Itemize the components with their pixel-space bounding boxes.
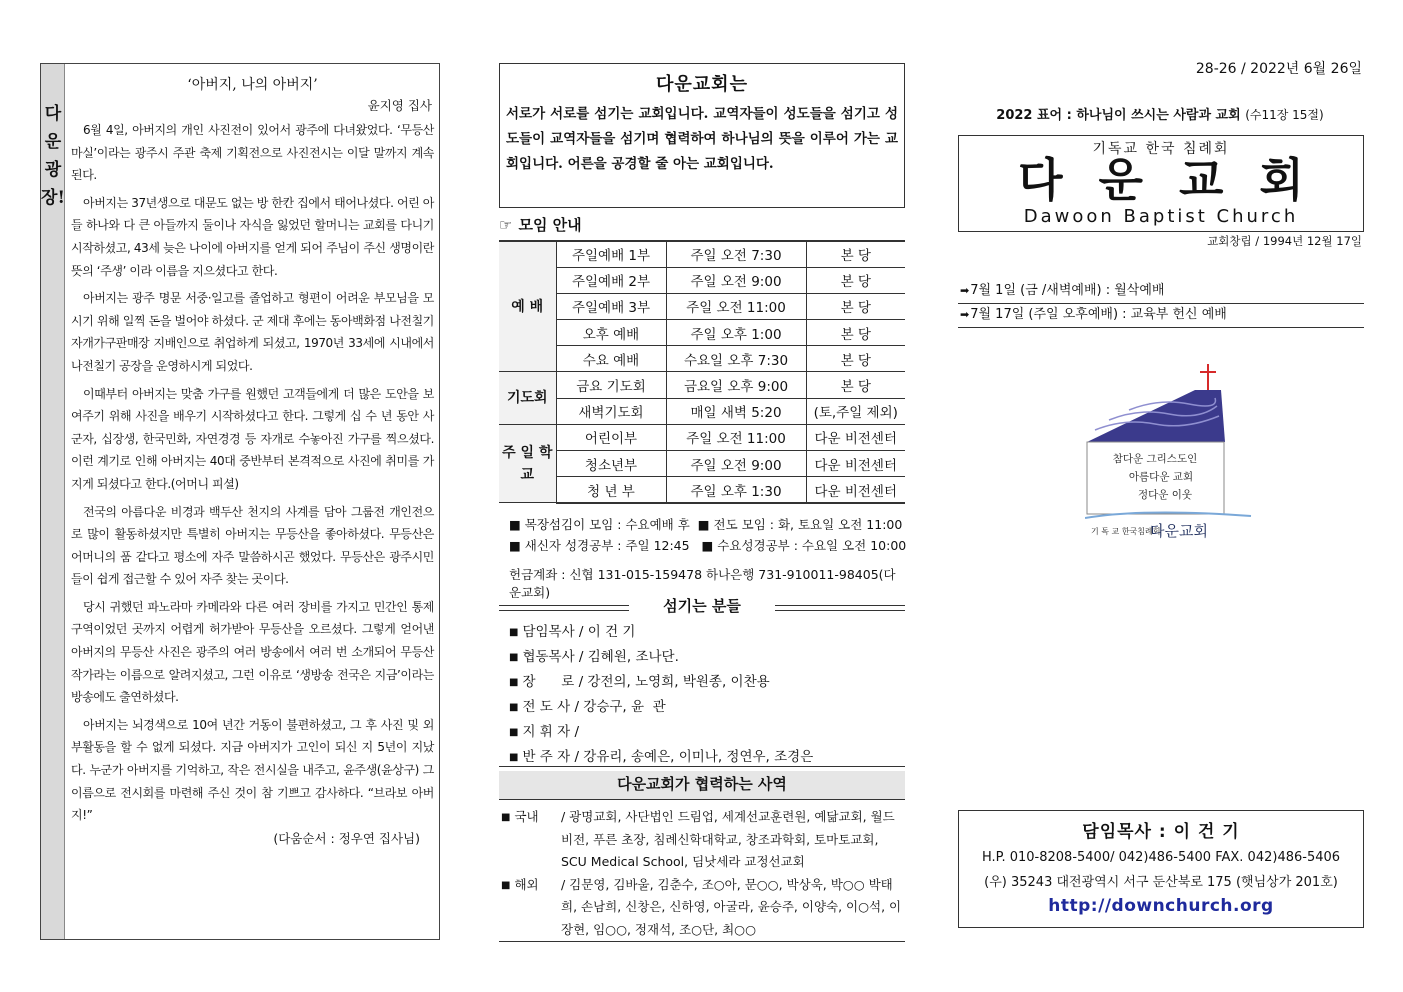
- essay-body: [71, 119, 434, 827]
- event-item: [958, 280, 1364, 304]
- cooperation-domestic: [501, 806, 905, 874]
- meeting-place: 본 당: [806, 267, 905, 293]
- side-title-bar: [41, 64, 65, 939]
- overseas-label: 해외: [514, 876, 539, 892]
- motto: [958, 104, 1362, 123]
- side-title: 다운광장!: [41, 104, 65, 208]
- schedule-row: [499, 451, 905, 477]
- server-item: [509, 720, 905, 745]
- meeting-name: 어린이부: [556, 424, 666, 450]
- website-link[interactable]: http://downchurch.org: [1048, 896, 1274, 916]
- issue-date: 28-26 / 2022년 6월 26일: [1195, 61, 1362, 77]
- meeting-place: (토,주일 제외): [806, 398, 905, 424]
- schedule-row: [499, 424, 905, 450]
- logo-line-1: 참다운 그리스도인: [1112, 453, 1198, 465]
- schedule-row: [499, 477, 905, 503]
- meeting-place: 다운 비전센터: [806, 451, 905, 477]
- meeting-name: 주일예배 3부: [556, 293, 666, 319]
- square-bullet-icon: ■: [509, 727, 519, 738]
- cooperation-title: 다운교회가 협력하는 사역: [499, 771, 905, 800]
- essay-paragraph: 아버지는 37년생으로 대문도 없는 방 한칸 집에서 태어나셨다. 어린 아들 하나와 다 큰 아들까지 둘이나 자식을 잃었던 할머니는 교회를 다니기 시작하셨고, 43세 늦은 나이에 아버지를 얻게 되어 주님이 주신 생명이란 뜻의 ‘주생’ 이라 이름을 지으셨다고 한다.: [71, 195, 434, 278]
- essay-title: ‘아버지, 나의 아버지’: [187, 77, 318, 93]
- domestic-list: / 광명교회, 사단법인 드림업, 세계선교훈련원, 예닮교회, 월드비전, 푸른 초장, 침례신학대학교, 창조과학회, 토마토교회, SCU Medical School, 딤낫세라 교정선교회: [561, 809, 895, 869]
- meeting-time: 주일 오후 1:00: [666, 320, 806, 346]
- server-text: 반 주 자 / 강유리, 송예은, 이미나, 정연우, 조경은: [522, 749, 814, 765]
- essay: [71, 64, 434, 847]
- meeting-time: 주일 오전 9:00: [666, 267, 806, 293]
- server-item: [509, 645, 905, 670]
- meeting-heading-label: 모임 안내: [518, 216, 582, 234]
- server-text: 지 휘 자 /: [522, 724, 579, 740]
- server-text: 장 로 / 강전의, 노영희, 박원종, 이찬용: [522, 674, 770, 690]
- schedule-group-label: 예 배: [499, 241, 556, 372]
- essay-signoff: (다움순서 : 정우연 집사님): [273, 830, 420, 846]
- church-english-name: Dawoon Baptist Church: [1023, 206, 1299, 227]
- server-item: [509, 695, 905, 720]
- notice-item: ■ 목장섬김이 모임 : 수요예배 후 ■ 전도 모임 : 화, 토요일 오전 11:00: [509, 517, 903, 532]
- square-bullet-icon: ■: [509, 627, 519, 638]
- mission-box: [499, 63, 905, 208]
- meeting-time: 주일 오전 7:30: [666, 241, 806, 267]
- overseas-list: / 김문영, 김바울, 김춘수, 조○아, 문○○, 박상욱, 박○○ 박태희, 손남희, 신창은, 신하영, 아굴라, 윤승주, 이양숙, 이○석, 이장현, 임○○, 정재석, 조○단, 최○○: [561, 876, 902, 937]
- meeting-place: 다운 비전센터: [806, 424, 905, 450]
- server-text: 전 도 사 / 강승구, 윤 관: [522, 699, 666, 715]
- event-item: [958, 304, 1364, 328]
- event-text: 7월 17일 (주일 오후예배) : 교육부 헌신 예배: [970, 307, 1227, 322]
- essay-author: 윤지영 집사: [367, 98, 432, 113]
- meeting-time: 주일 오후 1:30: [666, 477, 806, 503]
- server-item: [509, 670, 905, 695]
- schedule-row: [499, 346, 905, 372]
- schedule-group-label: 기도회: [499, 372, 556, 424]
- arrow-right-icon: ➡: [960, 284, 970, 297]
- meeting-place: 본 당: [806, 320, 905, 346]
- meeting-name: 금요 기도회: [556, 372, 666, 398]
- domestic-label: 국내: [514, 809, 539, 824]
- servers-title: 섬기는 분들: [499, 595, 905, 616]
- meeting-schedule-table: [499, 240, 905, 504]
- contact-box: [958, 810, 1364, 928]
- essay-paragraph: 당시 귀했던 파노라마 카메라와 다른 여러 장비를 가지고 민간인 통제구역이었던 곳까지 어렵게 허가받아 무등산을 오르셨다. 그렇게 얻어낸 아버지의 무등산 사진은 광주의 여러 방송에서 여러 번 소개되어 무등산 작가라는 이름으로 알려지셨고, 그런 이유로 ‘생방송 전국은 지금’이라는 방송에도 출연하셨다.: [71, 599, 434, 705]
- server-item: [509, 620, 905, 645]
- square-bullet-icon: ■: [509, 652, 519, 663]
- meeting-place: 본 당: [806, 293, 905, 319]
- square-bullet-icon: ■: [509, 702, 519, 713]
- essay-paragraph: 6월 4일, 아버지의 개인 사진전이 있어서 광주에 다녀왔었다. ‘무등산 마실’이라는 광주시 주관 축제 기획전으로 사진전시는 이달 말까지 계속된다.: [71, 123, 434, 183]
- divider: [499, 941, 905, 942]
- church-name-box: [958, 135, 1364, 232]
- schedule-row: [499, 241, 905, 267]
- cooperation-list: [501, 806, 905, 941]
- notice-list: [509, 514, 905, 556]
- essay-panel: [40, 63, 440, 940]
- square-bullet-icon: ■: [501, 879, 511, 891]
- church-name: 다운교회: [1018, 153, 1340, 207]
- square-bullet-icon: ■: [509, 677, 519, 688]
- meeting-time: 주일 오전 9:00: [666, 451, 806, 477]
- logo-line-3: 정다운 이웃: [1137, 489, 1193, 501]
- logo-denomination: 기 독 교 한국침례회: [1091, 527, 1161, 536]
- essay-paragraph: 이때부터 아버지는 맞춤 가구를 원했던 고객들에게 더 많은 도안을 보여주기 위해 사진을 배우기 시작하셨다고 한다. 그렇게 십 수 년 동안 사군자, 십장생, 한국민화, 자연경경 등 자개로 수놓아진 가구를 찍으셨다. 이런 계기로 인해 아버지는 40대 중반부터 본격적으로 사진에 취미를 가지게 되셨다고 한다.(어머니 피셜): [71, 386, 434, 491]
- meeting-time: 주일 오전 11:00: [666, 293, 806, 319]
- schedule-row: [499, 320, 905, 346]
- meeting-name: 청 년 부: [556, 477, 666, 503]
- logo-church-name: 다운교회: [1150, 522, 1208, 540]
- schedule-group-label: 주 일 학 교: [499, 424, 556, 503]
- divider: [499, 766, 905, 767]
- schedule-row: [499, 293, 905, 319]
- pastor-title: 담임목사 : 이 건 기: [1082, 822, 1240, 842]
- arrow-right-icon: ➡: [960, 308, 970, 321]
- church-logo: [1085, 360, 1255, 550]
- meeting-time: 매일 새벽 5:20: [666, 398, 806, 424]
- meeting-name: 수요 예배: [556, 346, 666, 372]
- motto-text: 2022 표어 : 하나님이 쓰시는 사람과 교회: [996, 108, 1241, 123]
- server-text: 담임목사 / 이 건 기: [522, 624, 636, 640]
- square-bullet-icon: ■: [501, 812, 511, 823]
- essay-paragraph: 아버지는 광주 명문 서중·일고를 졸업하고 형편이 어려운 부모님을 모시기 위해 일찍 돈을 벌어야 하셨다. 군 제대 후에는 동아백화점 나전칠기 자개가구판매장 지배인으로 취업하게 되셨고, 1970년 33세에 시내에서 나전칠기 공장을 운영하시게 되었다.: [71, 291, 434, 373]
- denomination: 기독교 한국 침례회: [1092, 141, 1230, 157]
- mission-text: 서로가 서로를 섬기는 교회입니다. 교역자들이 성도들을 섬기고 성도들이 교역자들을 섬기며 협력하여 하나님의 뜻을 이루어 가는 교회입니다. 어른을 공경할 줄 아는 교회입니다.: [506, 106, 898, 172]
- meeting-name: 오후 예배: [556, 320, 666, 346]
- meeting-place: 본 당: [806, 372, 905, 398]
- event-text: 7월 1일 (금 /새벽예배) : 월삭예배: [970, 283, 1165, 298]
- address: (우) 35243 대전광역시 서구 둔산북로 175 (햇님상가 201호): [984, 875, 1338, 890]
- cooperation-overseas: [501, 874, 905, 942]
- meeting-place: 본 당: [806, 241, 905, 267]
- meeting-place: 다운 비전센터: [806, 477, 905, 503]
- offering-account: 헌금계좌 : 신협 131-015-159478 하나은행 731-910011-98405(다운교회): [509, 567, 896, 600]
- meeting-time: 주일 오전 11:00: [666, 424, 806, 450]
- meeting-name: 청소년부: [556, 451, 666, 477]
- meeting-name: 새벽기도회: [556, 398, 666, 424]
- schedule-row: [499, 267, 905, 293]
- servers-list: [509, 620, 905, 770]
- schedule-row: [499, 372, 905, 398]
- notice-item: ■ 새신자 성경공부 : 주일 12:45 ■ 수요성경공부 : 수요일 오전 10:00: [509, 538, 907, 553]
- server-text: 협동목사 / 김혜원, 조나단.: [522, 649, 679, 665]
- logo-line-2: 아름다운 교회: [1128, 471, 1194, 483]
- pointing-hand-icon: ☞: [499, 216, 513, 234]
- meeting-heading: [499, 214, 905, 235]
- essay-paragraph: 아버지는 뇌경색으로 10여 년간 거동이 불편하셨고, 그 후 사진 및 외부활동을 할 수 없게 되셨다. 지금 아버지가 고인이 되신 지 5년이 지났다. 누군가 아버지를 기억하고, 작은 전시실을 내주고, 윤주생(윤상구) 그 이름으로 전시회를 마련해 주신 것이 참 기쁘고 감사하다. “브라보 아버지!”: [71, 717, 434, 823]
- meeting-name: 주일예배 2부: [556, 267, 666, 293]
- founded-date: 교회창립 / 1994년 12월 17일: [1207, 234, 1362, 248]
- meeting-time: 금요일 오후 9:00: [666, 372, 806, 398]
- essay-paragraph: 전국의 아름다운 비경과 백두산 천지의 사계를 담아 그룹전 개인전으로 많이 활동하셨지만 특별히 아버지는 무등산을 좋아하셨다. 무등산은 어머니의 품 같다고 평소에 자주 말씀하시곤 했었다. 무등산은 광주시민들이 쉽게 접근할 수 있어 자주 찾는 곳이다.: [71, 504, 434, 587]
- mission-title: 다운교회는: [656, 74, 748, 95]
- phone-numbers: H.P. 010-8208-5400/ 042)486-5400 FAX. 042)486-5406: [981, 850, 1341, 865]
- meeting-name: 주일예배 1부: [556, 241, 666, 267]
- event-list: [958, 280, 1364, 328]
- schedule-row: [499, 398, 905, 424]
- square-bullet-icon: ■: [509, 752, 519, 763]
- meeting-place: 본 당: [806, 346, 905, 372]
- meeting-time: 수요일 오후 7:30: [666, 346, 806, 372]
- motto-reference: (수11장 15절): [1245, 108, 1324, 122]
